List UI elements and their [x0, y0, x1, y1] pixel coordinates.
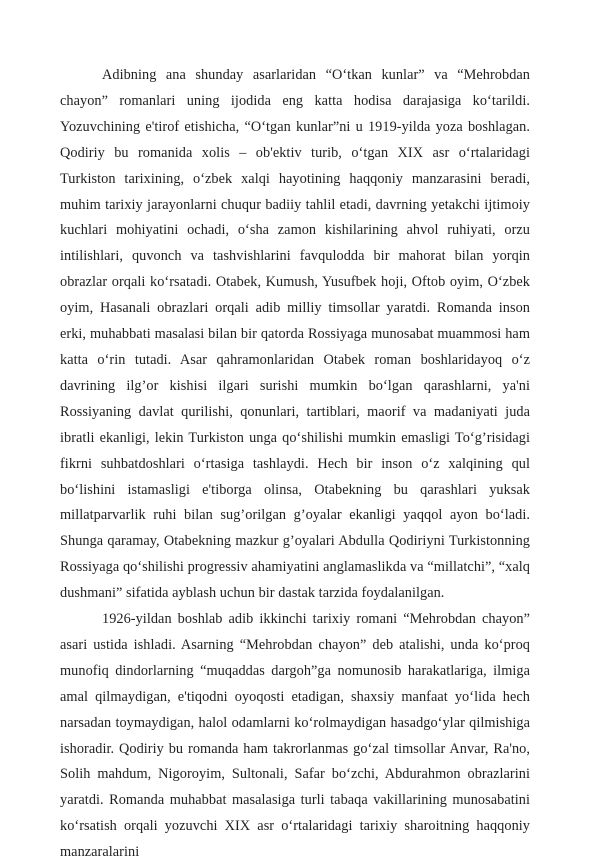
paragraph-2: 1926-yildan boshlab adib ikkinchi tarixiy romani “Mehrobdan chayon” asari ustida ishladi. Asarning “Mehrobdan chayon” deb atalishi, unda ko‘proq munofiq dindorlarning “muqaddas dargoh”ga nomunosib harakatlariga, ilmiga amal qilmaydigan, e'tiqodni oyoqosti etadigan, shaxsiy manfaat yo‘lida hech narsadan toymaydigan, halol odamlarni ko‘rolmaydigan hasadgo‘ylar qilmishiga ishoradir. Qodiriy bu romanda ham takrorlanmas go‘zal timsollar Anvar, Ra'no, Solih mahdum, Nigoroyim, Sultonali, Safar bo‘zchi, Abdurahmon obrazlarini yaratdi. Romanda muhabbat masalasiga turli tabaqa vakillarining munosabatini ko‘rsatish orqali yozuvchi XIX asr o‘rtalaridagi tarixiy sharoitning haqqoniy manzaralarini — [60, 611, 530, 861]
paragraph-1: Adibning ana shunday asarlaridan “O‘tkan kunlar” va “Mehrobdan chayon” romanlari uning ijodida eng katta hodisa darajasiga ko‘tarildi. Yozuvchining e'tirof etishicha, “O‘tgan kunlar”ni u 1919-yilda yoza boshlagan. Qodiriy bu romanida xolis – ob'ektiv turib, o‘tgan XIX asr o‘rtalaridagi Turkiston tarixining, o‘zbek xalqi hayotining haqqoniy manzarasini beradi, muhim tarixiy jarayonlarni chuqur badiiy tahlil etadi, davrning yetakchi ijtimoiy kuchlari mohiyatini ochadi, o‘sha zamon kishilarining ahvol ruhiyati, orzu intilishlari, quvonch va tashvishlarini favqulodda bir mahorat bilan yorqin obrazlar orqali ko‘rsatadi. Otabek, Kumush, Yusufbek hoji, Oftob oyim, O‘zbek oyim, Hasanali obrazlari orqali adib milliy timsollar yaratdi. Romanda inson erki, muhabbati masalasi bilan bir qatorda Rossiyaga munosabat muammosi ham katta o‘rin tutadi. Asar qahramonlaridan Otabek roman boshlaridayoq o‘z davrining ilg’or kishisi ilgari surishi mumkin bo‘lgan qarashlarni, ya'ni Rossiyaning davlat qurilishi, qonunlari, tartiblari, maorif va madaniyati juda ibratli ekanligi, lekin Turkiston unga qo‘shilishi mumkin emasligi To‘g’risidagi fikrni suhbatdoshlari o‘rtasiga tashlaydi. Hech bir inson o‘z xalqining qul bo‘lishini istamasligi e'tiborga olinsa, Otabekning bu qarashlari yuksak millatparvarlik ruhi bilan sug’orilgan g’oyalar ekanligi yaqqol ayon bo‘ladi. Shunga qaramay, Otabekning mazkur g’oyalari Abdulla Qodiriyni Turkistonning Rossiyaga qo‘shilishi progressiv ahamiyatini anglamaslikda va “millatchi”, “xalq dushmani” sifatida ayblash uchun bir dastak tarzida foydalanilgan. — [60, 67, 530, 602]
body-text — [60, 63, 530, 866]
